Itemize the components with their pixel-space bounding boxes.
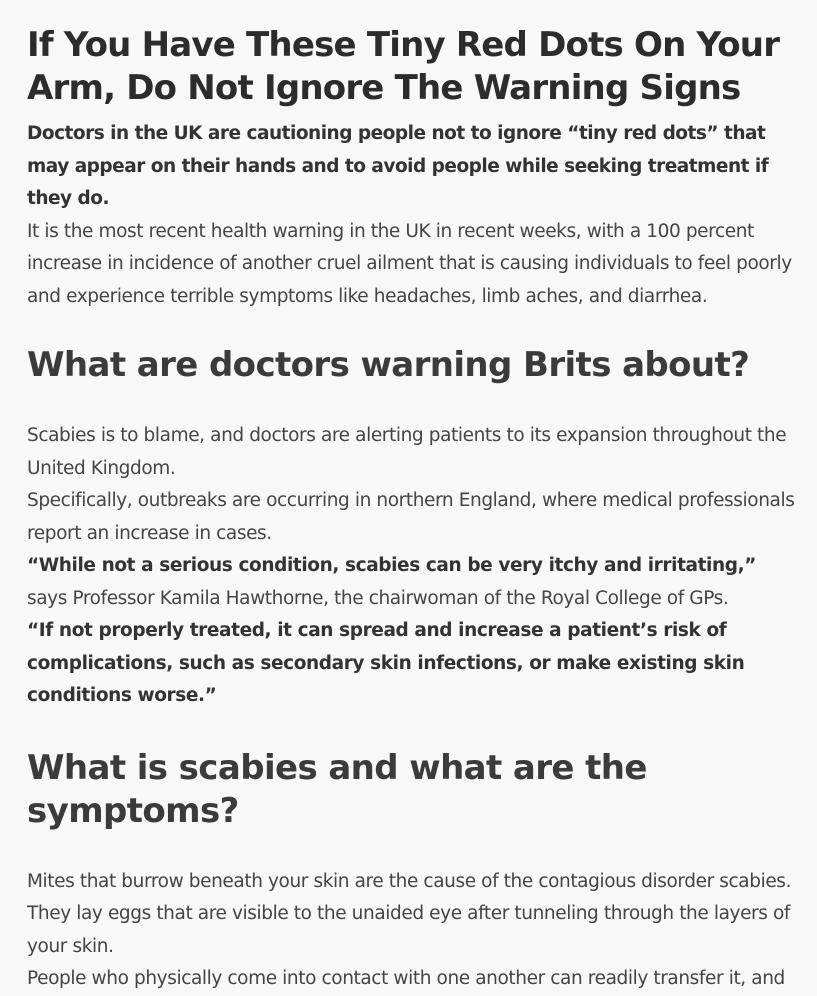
section-heading-what-is-scabies: What is scabies and what are the symptoms? bbox=[27, 747, 647, 831]
section-heading-doctors-warning: What are doctors warning Brits about? bbox=[27, 345, 750, 385]
paragraph-transfer: People who physically come into contact with one another can readily transfer it, and bbox=[27, 968, 785, 989]
article-lead: Doctors in the UK are cautioning people not to ignore “tiny red dots” that may appear on their hands and to avoid people while seeking treatment if they do. bbox=[27, 123, 769, 209]
article bbox=[27, 24, 797, 996]
quote-itchy: “While not a serious condition, scabies can be very itchy and irritating,” bbox=[27, 555, 756, 576]
paragraph-quote-complications bbox=[27, 615, 797, 713]
paragraph-scabies-blame: Scabies is to blame, and doctors are alerting patients to its expansion throughout the United Kingdom. bbox=[27, 425, 787, 479]
paragraph-quote-itchy bbox=[27, 550, 797, 615]
quote-attribution: says Professor Kamila Hawthorne, the chairwoman of the Royal College of GPs. bbox=[27, 587, 729, 609]
quote-complications: “If not properly treated, it can spread and increase a patient’s risk of complications, such as secondary skin infections, or make existing skin conditions worse.” bbox=[27, 620, 745, 706]
article-title: If You Have These Tiny Red Dots On Your Arm, Do Not Ignore The Warning Signs bbox=[27, 25, 780, 108]
article-intro: It is the most recent health warning in the UK in recent weeks, with a 100 percent increase in incidence of another cruel ailment that is causing individuals to feel poorly and experience terrible symptoms like headaches, limb aches, and diarrhea. bbox=[27, 220, 792, 307]
paragraph-outbreaks: Specifically, outbreaks are occurring in northern England, where medical professionals report an increase in cases. bbox=[27, 490, 795, 544]
paragraph-mites: Mites that burrow beneath your skin are the cause of the contagious disorder scabies. They lay eggs that are visible to the unaided eye after tunneling through the layers of your skin. bbox=[27, 870, 792, 957]
